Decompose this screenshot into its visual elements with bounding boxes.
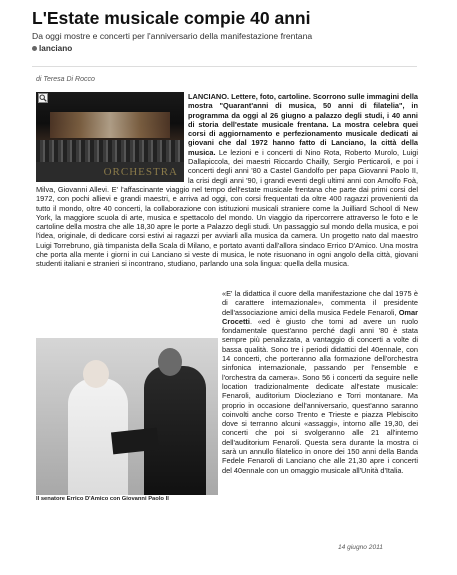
pope-photo[interactable] [36,338,218,495]
photo-caption: Il senatore Errico D'Amico con Giovanni Paolo II [36,496,169,502]
stage-area [50,112,170,138]
article-title: L'Estate musicale compie 40 anni [32,8,311,28]
paragraph-1-text: Le lezioni e i concerti di Nino Rota, Roberto Murolo, Luigi Dallapiccola, dei maestri Riccardo Chailly, Sergio Perticaroli, e poi i concerti degli anni '80 a Castel Gandolfo per papa Giovanni Paolo II, la crisi degli anni '90, i grandi eventi degli ultimi anni con Arnolfo Foà, Milva, Giovanni Allevi. E' l'affascinante viaggio nel tempo dell'estate musicale frentana che parte dai primi corsi del 1972, con pochi allievi e grandi maestri, e arriva ad oggi, con corsi frequentati da oltre 400 ragazzi provenienti da tutto il mondo, oltre 40 concerti, la collaborazione con istituzioni musicali straniere come la Juilliard School di New York, la maggiore scuola di arte, musica e spettacolo del mondo. Un viaggio da ripercorrere attraverso le foto e le cartoline della mostra che alle 18,30 apre le porte a Palazzo degli studi. Un passaggio sul mondo della musica, e poi l'idea, originale, di dedicare corsi estivi ai ragazzi per avviarli alla musica da camera. Un progetto nato dal maestro Luigi Torrebruno, già timpanista della Scala di Milano, e portato avanti dall'allora sindaco Errico D'Amico. Una mostra che porta alla mente i giorni in cui Lanciano si veste di musica, le note risuonano in ogni angolo della città, giovani studenti italiani e stranieri si incontrano, studiano, parlando una sola lingua: quella della musica. [36,147,418,269]
byline: di Teresa Di Rocco [36,76,95,83]
location-tag-label[interactable]: lanciano [39,44,73,53]
paragraph-2-text-a: «E' la didattica il cuore della manifestazione che dal 1975 è di carattere internazionale», commenta il presidente dell'associazione amici della musica Fedele Fenaroli, [222,289,418,317]
publication-date: 14 giugno 2011 [338,544,383,551]
location-tag[interactable] [32,43,72,54]
photo-banner-text: ORCHESTRA [36,162,184,182]
audience-area [36,140,184,162]
magnifier-icon[interactable] [38,93,48,103]
paragraph-2-text-b: . «ed è giusto che torni ad avere un ruolo fondamentale quest'anno perché dagli anni '80 è stata sempre più penalizzata, a vantaggio di concerti a volte di bassa qualità. Sono tre i periodi didattici del 40ennale, con 14 concerti, che porteranno alla formazione dell'orchestra sinfonica internazionale, passando per l'ensemble e l'orchestra da camera». Sono 56 i concerti da seguire nelle location tradizionalmente dedicate all'estate musicale: Fenaroli, auditorium Diocleziano e Torri montanare. Ma proprio in occasione dell'anniversario, quest'anno saranno coinvolti anche corso Trento e Trieste e piazza Plebiscito dove si terranno alcuni «assaggi», intorno alle 19,30, dei concerti che poi si svolgeranno alle 21 all'interno dell'auditorium Fenaroli. Questa sera durante la mostra ci sarà un annullo filatelico in onore dei 150 anni della Banda Fedele Fenaroli di Lanciano che alle 21,30 apre i concerti del 40ennale con un omaggio musicale all'Unità d'Italia. [222,316,418,475]
pope-head [83,360,109,388]
quoted-person-name: Omar Crocetti [222,307,418,326]
concert-photo[interactable] [36,92,184,182]
senator-head [158,348,182,376]
lead-text: LANCIANO. Lettere, foto, cartoline. Scorrono sulle immagini della mostra "Quarant'anni di musica, 50 anni di filatelia", in programma da oggi al 26 giugno a palazzo degli studi, i 40 anni di storia dell'estate musicale frentana. La mostra celebra quei corsi di aggiornamento e perfezionamento musicale dedicati ai giovani che dal 1972 hanno fatto di Lanciano, la città della musica. [188,92,418,157]
bullet-dot-icon [32,46,37,51]
header-divider [32,66,417,67]
article-subtitle: Da oggi mostre e concerti per l'anniversario della manifestazione frentana [32,31,313,41]
